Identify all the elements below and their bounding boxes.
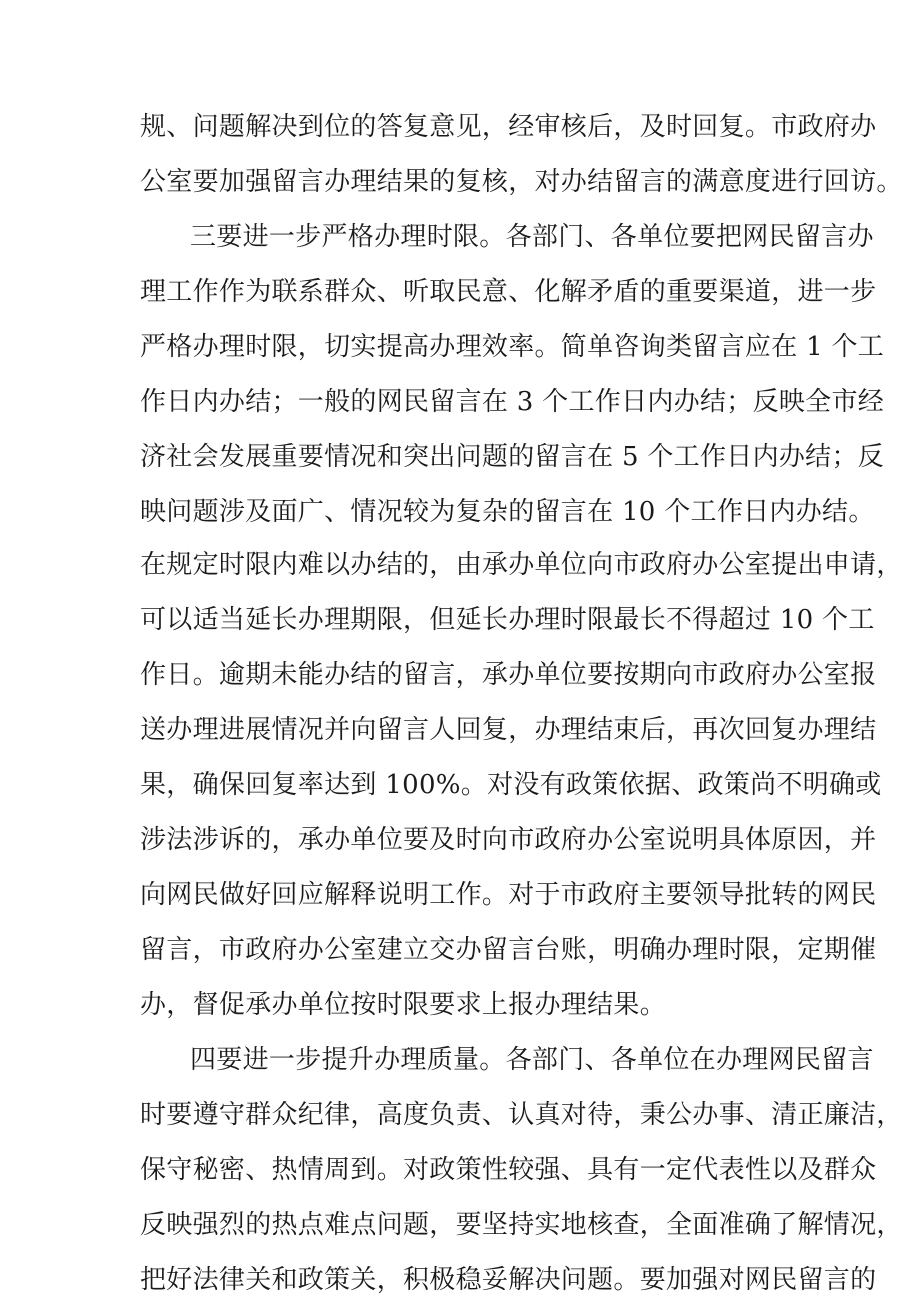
text-line: 公室要加强留言办理结果的复核，对办结留言的满意度进行回访。 [140,167,903,197]
text-line: 理工作作为联系群众、听取民意、化解矛盾的重要渠道，进一步 [140,277,877,307]
paragraph-start-line: 三要进一步严格办理时限。各部门、各单位要把网民留言办 [190,222,874,252]
text-line: 果，确保回复率达到 100%。对没有政策依据、政策尚不明确或 [140,770,882,800]
paragraph-start-line: 四要进一步提升办理质量。各部门、各单位在办理网民留言 [190,1045,874,1075]
text-line: 严格办理时限，切实提高办理效率。简单咨询类留言应在 1 个工 [140,332,885,362]
text-line: 规、问题解决到位的答复意见，经审核后，及时回复。市政府办 [140,112,877,142]
text-line: 在规定时限内难以办结的，由承办单位向市政府办公室提出申请， [140,550,903,580]
text-line: 把好法律关和政策关，积极稳妥解决问题。要加强对网民留言的 [140,1265,877,1295]
text-line: 作日。逾期未能办结的留言，承办单位要按期向市政府办公室报 [140,660,877,690]
text-line: 留言，市政府办公室建立交办留言台账，明确办理时限，定期催 [140,935,877,965]
text-line: 保守秘密、热情周到。对政策性较强、具有一定代表性以及群众 [140,1155,877,1185]
text-line: 反映强烈的热点难点问题，要坚持实地核查，全面准确了解情况， [140,1210,903,1240]
text-line: 可以适当延长办理期限，但延长办理时限最长不得超过 10 个工 [140,605,875,635]
text-line: 作日内办结；一般的网民留言在 3 个工作日内办结；反映全市经 [140,387,885,417]
text-line: 送办理进展情况并向留言人回复，办理结束后，再次回复办理结 [140,715,877,745]
text-line: 向网民做好回应解释说明工作。对于市政府主要领导批转的网民 [140,880,877,910]
text-line: 办，督促承办单位按时限要求上报办理结果。 [140,990,667,1020]
text-line: 时要遵守群众纪律，高度负责、认真对待，秉公办事、清正廉洁， [140,1100,903,1130]
text-line: 映问题涉及面广、情况较为复杂的留言在 10 个工作日内办结。 [140,497,875,527]
text-line: 涉法涉诉的，承办单位要及时向市政府办公室说明具体原因，并 [140,825,877,855]
text-line: 济社会发展重要情况和突出问题的留言在 5 个工作日内办结；反 [140,442,885,472]
